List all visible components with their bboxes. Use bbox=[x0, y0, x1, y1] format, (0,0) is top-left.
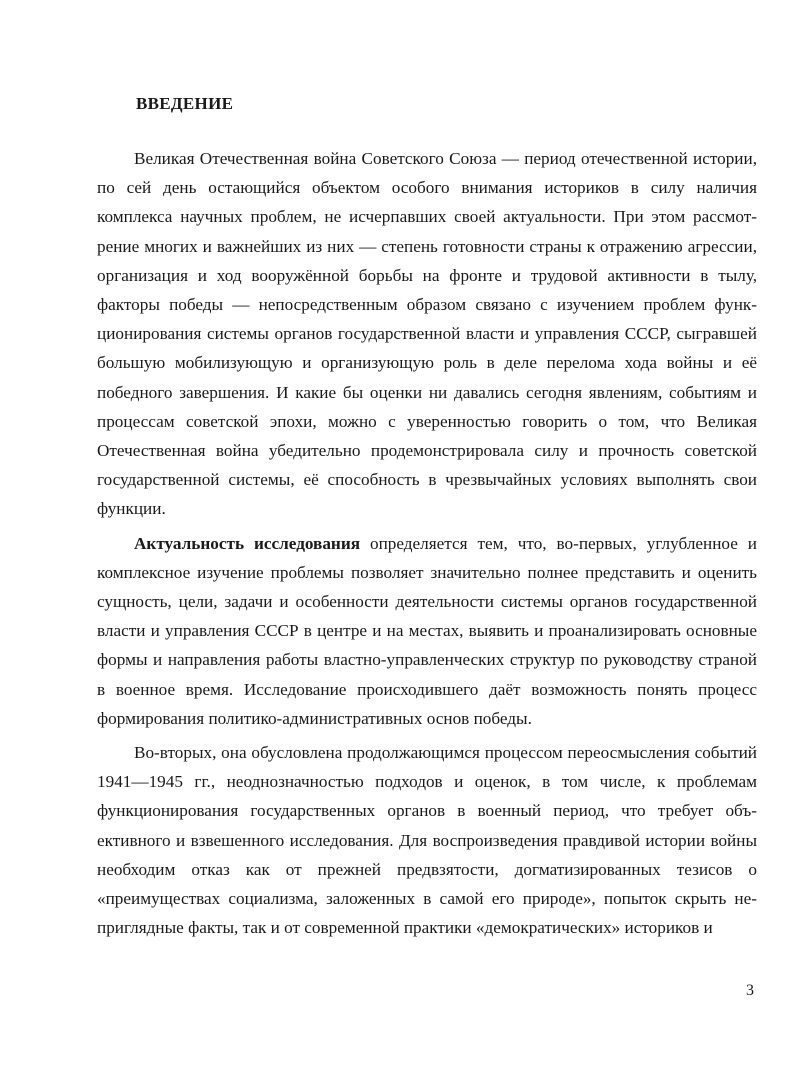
paragraph-intro bbox=[97, 144, 757, 524]
page-number: 3 bbox=[746, 982, 754, 999]
paragraph-secondly-text: Во-вторых, она обусловлена продолжающимся процессом переосмысления событий 1941—1945 гг., неоднозначностью подходов и оценок, в том числе, к проблемам функционирования государственных органов в военный период, что требует объективного и взвешенного исследования. Для воспроизведения правдивой истории войны необходим отказ как от прежней предвзятости, догматизированных тезисов о «преимуществах социализма, заложенных в самой его природе», попыток скрыть неприглядные факты, так и от современной практики «демократических» историков и bbox=[97, 743, 757, 938]
paragraph-intro-text: Великая Отечественная война Советского Союза — период отечественной истории, по сей день остающийся объектом особого внимания историков в силу наличия комплекса научных проблем, не исчерпавших своей актуальности. При этом рассмотрение многих и важнейших из них — степень готовности страны к отражению агрессии, организация и ход вооружённой борьбы на фронте и трудовой активности в тылу, факторы победы — непосредственным образом связано с изучением проблем функционирования системы органов государственной власти и управления СССР, сыгравшей большую мобилизующую и организующую роль в деле перелома хода войны и её победного завершения. И какие бы оценки ни давались сегодня явлениям, событиям и процессам советской эпохи, можно с уверенностью говорить о том, что Великая Отечественная война убедительно продемонстрировала силу и прочность советской государственной системы, её способность в чрезвычайных условиях выполнять свои функции. bbox=[97, 149, 757, 519]
paragraph-relevance-bold-lead: Актуальность исследования bbox=[134, 533, 361, 553]
paragraph-secondly bbox=[97, 738, 757, 942]
body-text bbox=[97, 144, 757, 942]
section-heading: ВВЕДЕНИЕ bbox=[136, 94, 234, 113]
paragraph-relevance-text: определяется тем, что, во-первых, углубленное и комплексное изучение проблемы позволяет значительно полнее представить и оценить сущность, цели, задачи и особенности деятельности системы органов государственной власти и управления СССР в центре и на местах, выявить и проанализировать основные формы и направления работы властно-управленческих структур по руководству страной в военное время. Исследование происходившего даёт возможность понять процесс формирования политико-административных основ победы. bbox=[97, 533, 758, 728]
paragraph-relevance bbox=[97, 529, 757, 733]
